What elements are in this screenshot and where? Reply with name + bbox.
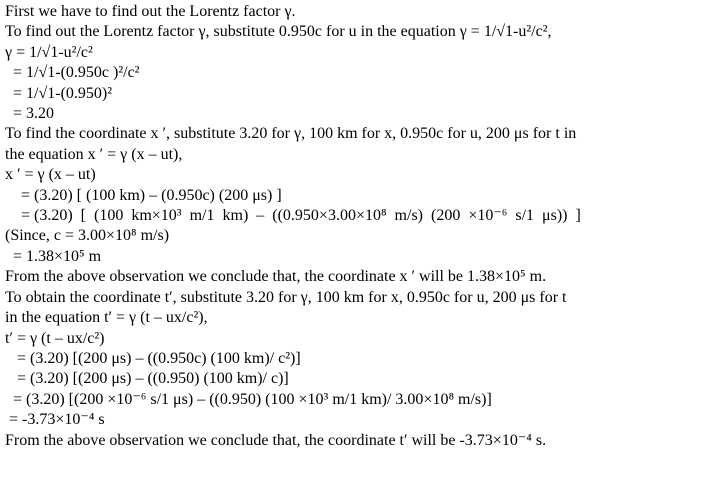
text-line-1: First we have to find out the Lorentz factor γ. [5, 3, 296, 20]
equation-line-19: = (3.20) [(200 μs) – ((0.950) (100 km)/ c)] [5, 370, 289, 388]
equation-line-10: = (3.20) [ (100 km) – (0.950c) (200 μs) ] [5, 186, 282, 204]
equation-line-11: = (3.20) [ (100 km×10³ m/1 km) – ((0.950×3.00×10⁸ m/s) (200 ×10⁻⁶ s/1 μs)) ] [5, 207, 581, 225]
equation-line-18: = (3.20) [(200 μs) – ((0.950c) (100 km)/ c²)] [5, 349, 301, 367]
text-line-14: From the above observation we conclude that, the coordinate x ′ will be 1.38×10⁵ m. [5, 268, 547, 286]
equation-line-13: = 1.38×10⁵ m [5, 247, 102, 265]
text-line-16: in the equation t′ = γ (t – ux/c²), [5, 309, 208, 327]
text-line-7: To find the coordinate x ′, substitute 3.20 for γ, 100 km for x, 0.950c for u, 200 μs for t in [5, 125, 577, 143]
text-line-8: the equation x ′ = γ (x – ut), [5, 145, 183, 163]
equation-line-3: γ = 1/√1-u²/c² [5, 43, 93, 61]
equation-line-5: = 1/√1-(0.950)² [5, 84, 113, 102]
equation-line-9: x ′ = γ (x – ut) [5, 166, 96, 184]
text-line-12: (Since, c = 3.00×10⁸ m/s) [5, 227, 170, 245]
equation-line-20: = (3.20) [(200 ×10⁻⁶ s/1 μs) – ((0.950) (100 ×10³ m/1 km)/ 3.00×10⁸ m/s)] [5, 390, 492, 408]
equation-line-17: t′ = γ (t – ux/c²) [5, 329, 105, 347]
equation-line-21: = -3.73×10⁻⁴ s [5, 411, 105, 429]
equation-line-6: = 3.20 [5, 105, 55, 123]
text-line-2: To find out the Lorentz factor γ, substitute 0.950c for u in the equation γ = 1/√1-u²/c², [5, 23, 552, 41]
text-line-22: From the above observation we conclude that, the coordinate t′ will be -3.73×10⁻⁴ s. [5, 431, 547, 449]
equation-line-4: = 1/√1-(0.950c )²/c² [5, 64, 140, 82]
text-line-15: To obtain the coordinate t′, substitute 3.20 for γ, 100 km for x, 0.950c for u, 200 μs for t [5, 288, 567, 306]
